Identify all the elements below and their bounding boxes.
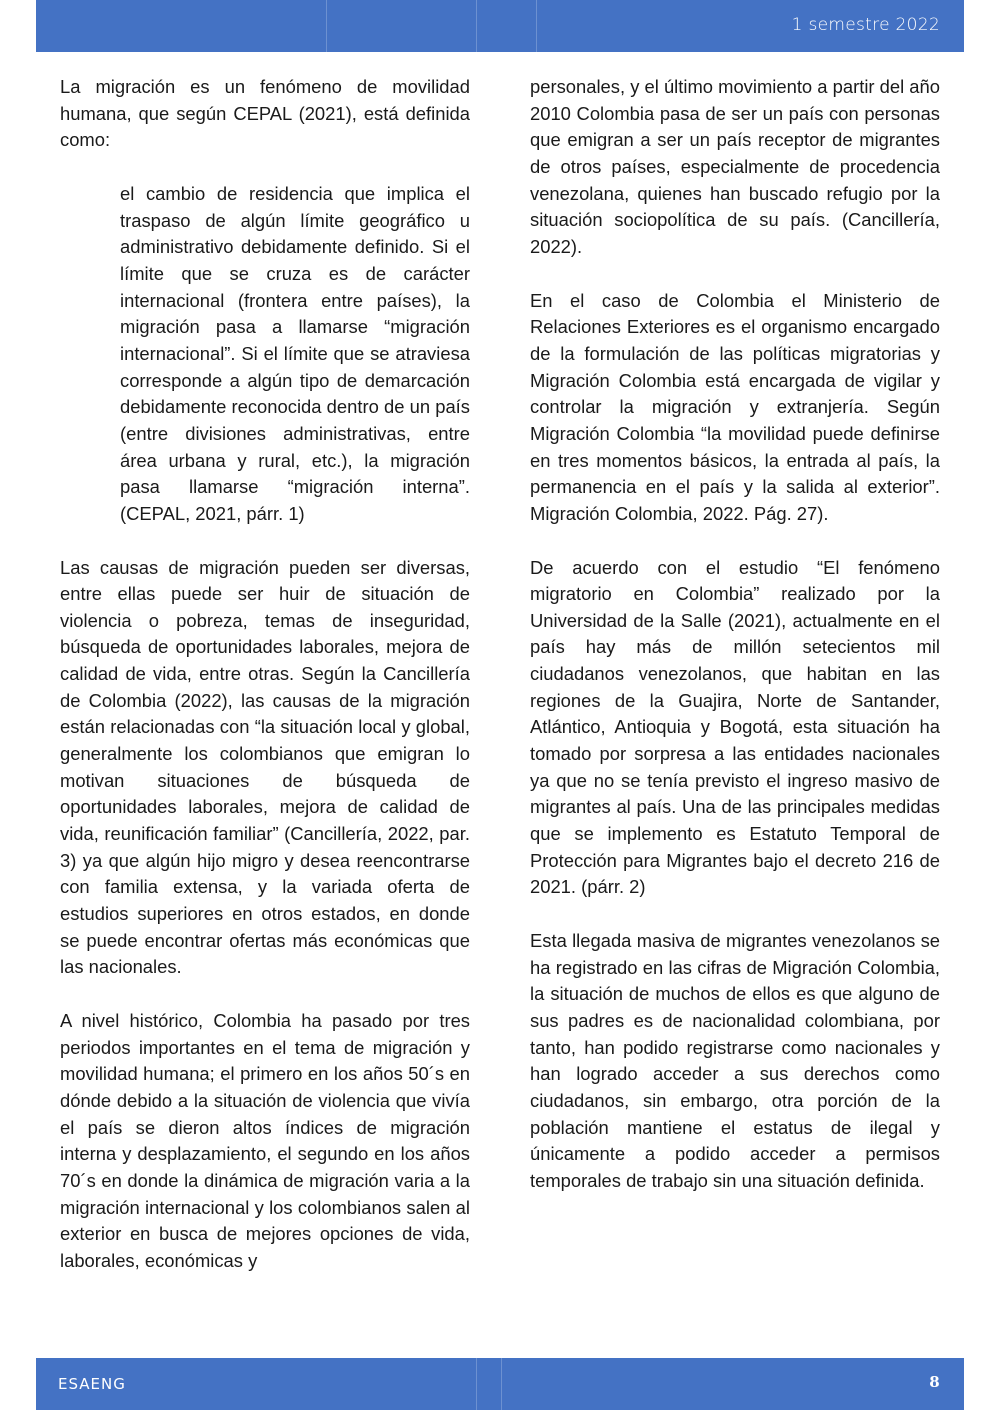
intro-paragraph: La migración es un fenómeno de movilidad humana, que según CEPAL (2021), está definida como: — [60, 76, 470, 151]
header-band — [36, 0, 964, 52]
massive-arrival-paragraph: Esta llegada masiva de migrantes venezolanos se ha registrado en las cifras de Migración Colombia, la situación de muchos de ellos es que alguno de sus padres es de nacionalidad colombiana, por tanto, han podido registrarse como nacionales y han logrado acceder a sus derechos como ciudadanos, sin embargo, otra porción de la población mantiene el estatus de ilegal y únicamente a podido acceder a permisos temporales de trabajo sin una situación definida. — [530, 930, 940, 1191]
brand-label: ESAENG — [58, 1375, 126, 1393]
footer-band — [36, 1358, 964, 1410]
migration-causes-paragraph: Las causas de migración pueden ser diversas, entre ellas puede ser huir de situación de violencia o pobreza, temas de inseguridad, búsqueda de oportunidades laborales, mejora de calidad de vida, entre otras. Según la Cancillería de Colombia (2022), las causas de la migración están relacionadas con “la situación local y global, generalmente los colombianos que emigran lo motivan situaciones de búsqueda de oportunidades laborales, mejora de calidad de vida, reunificación familiar” (Cancillería, 2022, par. 3) ya que algún hijo migro y desea reencontrarse con familia extensa, y la variada oferta de estudios superiores en otros estados, en donde se puede encontrar ofertas más económicas que las nacionales. — [60, 556, 470, 978]
page-number: 8 — [929, 1373, 940, 1391]
header-band-cell — [36, 0, 327, 52]
left-column — [60, 74, 470, 1302]
cepal-quote: el cambio de residencia que implica el traspaso de algún límite geográfico u administrativo debidamente definido. Si el límite que se cruza es de carácter internacional (frontera entre países), la migración pasa a llamarse “migración internacional”. Si el límite que se atraviesa corresponde a algún tipo de demarcación debidamente reconocida dentro de un país (entre divisiones administrativas, entre área urbana y rural, etc.), la migración pasa llamarse “migración interna”. (CEPAL, 2021, párr. 1) — [120, 182, 470, 524]
semester-label: 1 semestre 2022 — [791, 15, 940, 35]
header-band-cell — [326, 0, 477, 52]
right-column — [530, 74, 940, 1222]
historical-continuation-paragraph: personales, y el último movimiento a partir del año 2010 Colombia pasa de ser un país con personas que emigran a ser un país receptor de migrantes de otros países, especialmente de procedencia venezolana, quienes han buscado refugio por la situación sociopolítica de su país. (Cancillería, 2022). — [530, 76, 940, 257]
study-paragraph: De acuerdo con el estudio “El fenómeno migratorio en Colombia” realizado por la Universidad de la Salle (2021), actualmente en el país hay más de millón setecientos mil ciudadanos venezolanos, que habitan en las regiones de la Guajira, Norte de Santander, Atlántico, Antioquia y Bogotá, esta situación ha tomado por sorpresa a las entidades nacionales ya que no se tenía previsto el ingreso masivo de migrantes al país. Una de las principales medidas que se implemento es Estatuto Temporal de Protección para Migrantes bajo el decreto 216 de 2021. (párr. 2) — [530, 556, 940, 898]
ministry-paragraph: En el caso de Colombia el Ministerio de Relaciones Exteriores es el organismo encargado de la formulación de las políticas migratorias y Migración Colombia está encargada de vigilar y controlar la migración y extranjería. Según Migración Colombia “la movilidad puede definirse en tres momentos básicos, la entrada al país, la permanencia en el país y la salida al exterior”. Migración Colombia, 2022. Pág. 27). — [530, 289, 940, 524]
header-band-cell — [476, 0, 537, 52]
historical-paragraph: A nivel histórico, Colombia ha pasado por tres periodos importantes en el tema de migración y movilidad humana; el primero en los años 50´s en dónde debido a la situación de violencia que vivía el país se dieron altos índices de migración interna y desplazamiento, el segundo en los años 70´s en donde la dinámica de migración varia a la migración internacional y los colombianos salen al exterior en busca de mejores opciones de vida, laborales, económicas y — [60, 1010, 470, 1271]
footer-band-cell — [476, 1358, 502, 1410]
